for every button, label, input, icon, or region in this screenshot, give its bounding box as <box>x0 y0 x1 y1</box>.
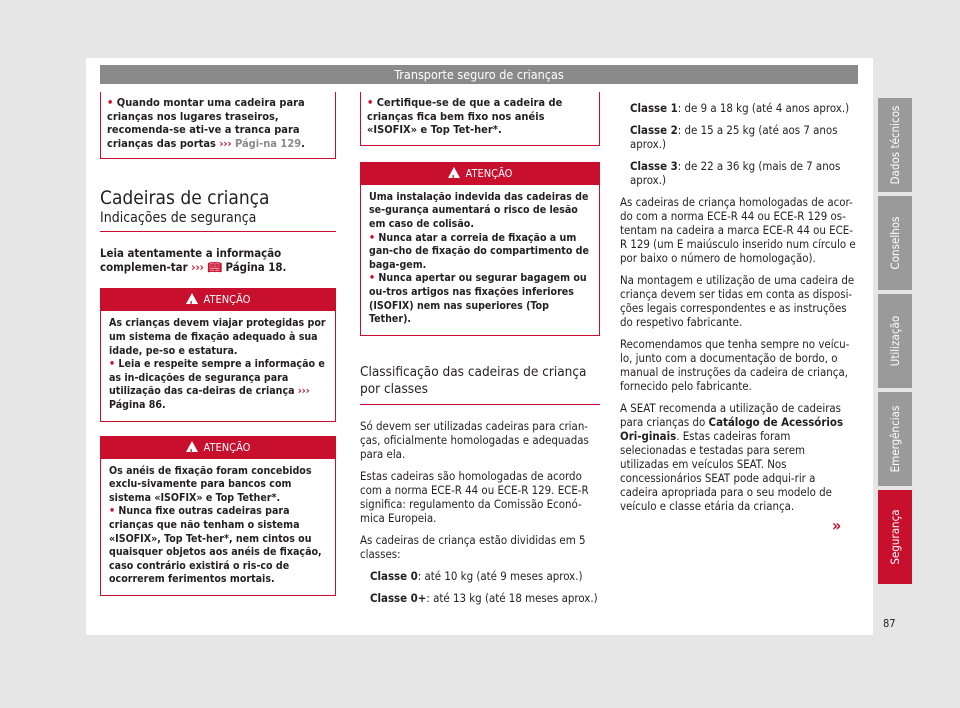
warning-triangle-icon: ! <box>448 167 460 178</box>
continue-icon: » <box>832 516 842 535</box>
tab-label: Segurança <box>888 509 902 565</box>
warning-bullet-text: Nunca atar a correia de fixação a um gan-cho de fixação do compartimento de baga-gem. <box>369 231 589 271</box>
warning-box-1 <box>100 288 336 421</box>
page-number: 87 <box>883 617 896 630</box>
intro-note <box>100 92 336 159</box>
warning-heading: ATENÇÃO <box>203 440 251 454</box>
bullet-icon: • <box>107 96 114 109</box>
bullet-icon: • <box>369 231 376 244</box>
page-reference-link[interactable]: Página 18 <box>225 260 283 275</box>
tab-label: Utilização <box>888 315 902 367</box>
paragraph: Na montagem e utilização de uma cadeira de criança devem ser tidas em conta as disposi-ções legais correspondentes e as instruções do respetivo fabricante. <box>620 273 855 329</box>
book-icon: 📖︎ <box>207 260 222 275</box>
class-item: Classe 3: de 22 a 36 kg (mais de 7 anos aprox.) <box>630 159 841 187</box>
intro-note-text: Quando montar uma cadeira para crianças nos lugares traseiros, recomenda-se ati-ve a tranca para crianças das portas <box>107 96 305 150</box>
warning-bullet <box>109 358 327 412</box>
top-note <box>360 92 600 146</box>
column-2 <box>360 92 600 613</box>
class-item: Classe 2: de 15 a 25 kg (até aos 7 anos aprox.) <box>630 123 838 151</box>
paragraph: Só devem ser utilizadas cadeiras para crian-ças, oficialmente homologadas e adequadas para ela. <box>360 418 589 461</box>
bullet-icon: • <box>369 272 376 285</box>
warning-box-2 <box>100 436 336 596</box>
punct: . <box>301 136 305 150</box>
warning-heading: ATENÇÃO <box>203 293 251 307</box>
paragraph: Estas cadeiras são homologadas de acordo com a norma ECE-R 44 ou ECE-R 129. ECE-R significa: regulamento da Comissão Econó-mica Europeia. <box>360 468 589 525</box>
tab-seguranca[interactable] <box>878 490 912 584</box>
tab-label: Emergências <box>888 405 902 473</box>
top-note-text: Certifique-se de que a cadeira de crianças fica bem fixo nos anéis «ISOFIX» e Top Tet-her*. <box>367 96 563 137</box>
chapter-header: Transporte seguro de crianças <box>100 65 858 84</box>
paragraph: As cadeiras de criança homologadas de acor-do com a norma ECE-R 44 ou ECE-R 129 os-tentam na cadeira a marca ECE-R 44 ou ECE-R 129 (um E maiúsculo inserido num círculo e por baixo o número de homologação). <box>620 195 856 265</box>
warning-text: Os anéis de fixação foram concebidos exclu-sivamente para bancos com sistema «ISOFIX» e Top Tether*. <box>109 464 312 504</box>
tab-conselhos[interactable] <box>878 196 912 290</box>
warning-bullet <box>369 272 591 326</box>
section-subtitle: Indicações de segurança <box>100 210 257 227</box>
paragraph: A SEAT recomenda a utilização de cadeiras para crianças do Catálogo de Acessórios Ori-ginais. Estas cadeiras foram selecionadas e testadas para serem utilizadas em veículos SEAT. Nos concessionários SEAT pode adqui-rir a cadeira apropriada para o seu modelo de veículo e classe etária da criança. <box>620 401 844 513</box>
reference-arrows-icon: ››› <box>219 136 232 150</box>
warning-bullet-text: Leia e respeite sempre a informação e as in-dicações de segurança para utilização das ca-deiras de criança <box>109 358 325 398</box>
warning-text: Uma instalação indevida das cadeiras de se-gurança aumentará o risco de lesão em caso de colisão. <box>369 190 589 230</box>
section-divider <box>100 231 336 232</box>
section-title: Cadeiras de criança <box>100 187 270 210</box>
bullet-icon: • <box>109 505 116 518</box>
tab-dados-tecnicos[interactable] <box>878 98 912 192</box>
warning-bullet <box>109 505 327 587</box>
tab-label: Dados técnicos <box>888 105 902 185</box>
page-reference-link[interactable]: Página 86 <box>109 398 163 411</box>
tab-emergencias[interactable] <box>878 392 912 486</box>
tab-label: Conselhos <box>888 216 902 270</box>
warning-triangle-icon: ! <box>186 293 198 304</box>
reference-arrows-icon: ››› <box>191 260 204 275</box>
reference-arrows-icon: ››› <box>297 385 310 398</box>
punct: . <box>162 398 166 411</box>
paragraph: As cadeiras de criança estão divididas em 5 classes: <box>360 532 586 561</box>
page-reference-link[interactable]: Pági-na 129 <box>235 136 302 150</box>
section-divider <box>360 404 600 405</box>
class-item: Classe 0: até 10 kg (até 9 meses aprox.) <box>370 568 583 583</box>
bullet-icon: • <box>109 358 116 371</box>
lead-text: Leia atentamente a informação complemen-tar <box>100 246 282 275</box>
bullet-icon: • <box>367 96 374 109</box>
lead-paragraph <box>100 246 336 274</box>
warning-triangle-icon: ! <box>186 441 198 452</box>
section-title: Classificação das cadeiras de criança por classes <box>360 363 587 397</box>
tab-utilizacao[interactable] <box>878 294 912 388</box>
column-1 <box>100 92 336 596</box>
class-item: Classe 1: de 9 a 18 kg (até 4 anos aprox.) <box>630 101 850 115</box>
warning-bullet-text: Nunca fixe outras cadeiras para crianças que não tenham o sistema «ISOFIX», Top Tet-her*, nem cintos ou quaisquer objetos aos anéis de fixação, caso contrário existirá o ris-co de ocorrerem ferimentos mortais. <box>109 505 322 586</box>
warning-text: As crianças devem viajar protegidas por um sistema de fixação adequado à sua idade, pe-so e estatura. <box>109 317 326 357</box>
warning-bullet-text: Nunca apertar ou segurar bagagem ou ou-tros artigos nas fixações inferiores (ISOFIX) nem nas superiores (Top Tether). <box>369 272 587 326</box>
paragraph: Recomendamos que tenha sempre no veícu-lo, junto com a documentação de bordo, o manual de instruções da cadeira de criança, fornecido pelo fabricante. <box>620 337 850 393</box>
warning-heading: ATENÇÃO <box>465 166 513 180</box>
class-item: Classe 0+: até 13 kg (até 18 meses aprox.) <box>370 590 598 605</box>
column-3 <box>620 101 856 521</box>
warning-box-3 <box>360 162 600 336</box>
punct: . <box>282 260 287 275</box>
warning-bullet <box>369 232 591 273</box>
